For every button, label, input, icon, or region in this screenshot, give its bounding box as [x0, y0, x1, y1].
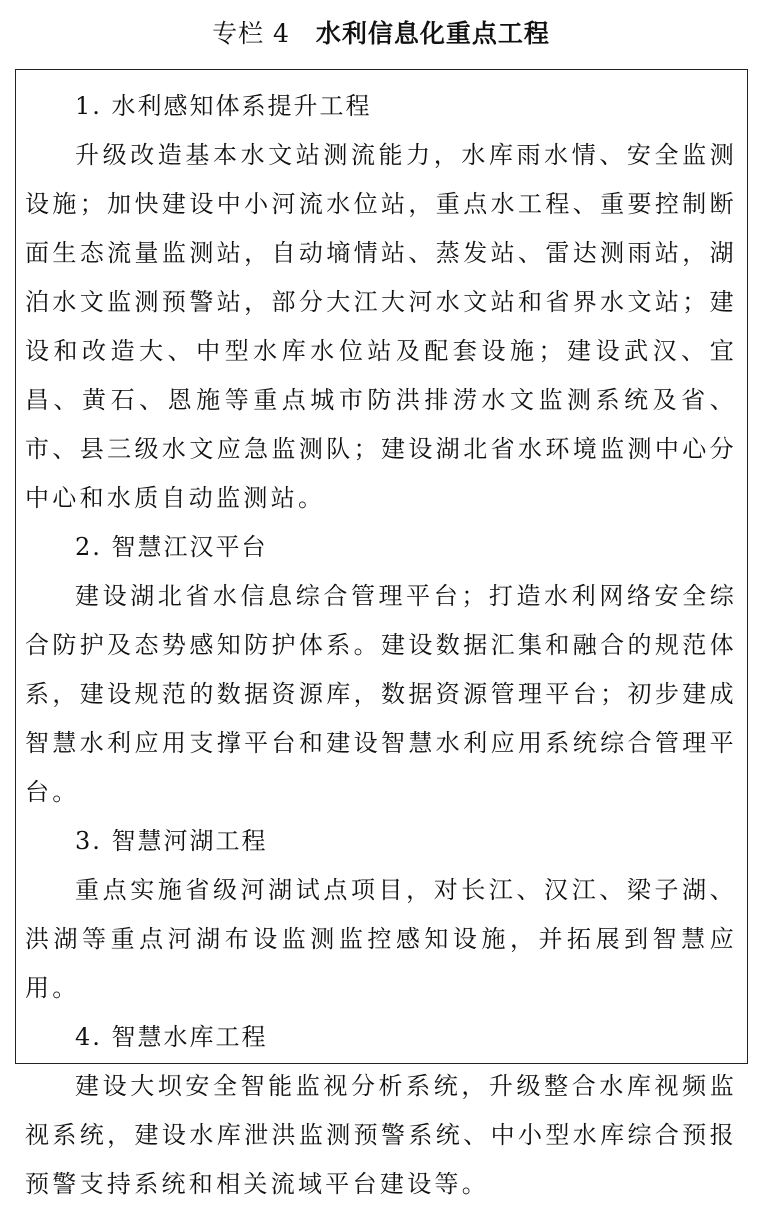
section-body: 重点实施省级河湖试点项目，对长江、汉江、梁子湖、洪湖等重点河湖布设监测监控感知设施，并拓展到智慧应用。 [25, 876, 737, 1002]
section-body: 建设湖北省水信息综合管理平台；打造水利网络安全综合防护及态势感知防护体系。建设数据汇集和融合的规范体系，建设规范的数据资源库，数据资源管理平台；初步建成智慧水利应用支撑平台和建设智慧水利应用系统综合管理平台。 [25, 582, 737, 806]
section-heading: 2. 智慧江汉平台 [75, 533, 268, 561]
section-body: 建设大坝安全智能监视分析系统，升级整合水库视频监视系统，建设水库泄洪监测预警系统、中小型水库综合预报预警支持系统和相关流域平台建设等。 [25, 1072, 737, 1198]
section-body: 升级改造基本水文站测流能力，水库雨水情、安全监测设施；加快建设中小河流水位站，重点水工程、重要控制断面生态流量监测站，自动墒情站、蒸发站、雷达测雨站，湖泊水文监测预警站，部分大江大河水文站和省界水文站；建设和改造大、中型水库水位站及配套设施；建设武汉、宜昌、黄石、恩施等重点城市防洪排涝水文监测系统及省、市、县三级水文应急监测队；建设湖北省水环境监测中心分中心和水质自动监测站。 [25, 141, 737, 512]
column-label: 专栏 4 [212, 19, 290, 48]
column-title-text: 水利信息化重点工程 [315, 19, 550, 48]
column-title [0, 14, 762, 54]
section-heading: 1. 水利感知体系提升工程 [75, 92, 372, 120]
column-content [25, 82, 737, 1209]
section-heading: 3. 智慧河湖工程 [75, 827, 268, 855]
section-heading: 4. 智慧水库工程 [75, 1023, 268, 1051]
